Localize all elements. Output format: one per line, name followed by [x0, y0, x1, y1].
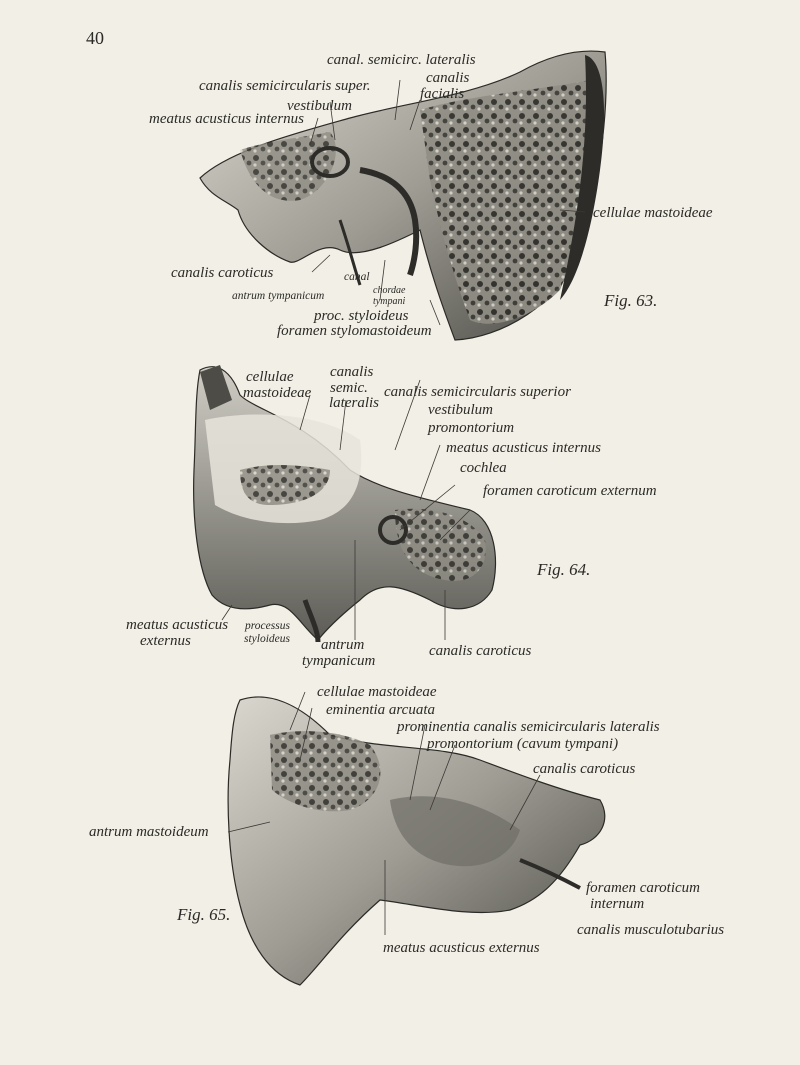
- fig63-label-cellulae-mastoideae: cellulae mastoideae: [593, 205, 713, 221]
- fig63-label-canalis-caroticus: canalis caroticus: [171, 265, 274, 281]
- fig63-label-canalis-semicircularis-super: canalis semicircularis super.: [199, 78, 371, 94]
- fig64-label-processus-styloideus-1: processus: [245, 620, 290, 632]
- fig64-label-meatus-acusticus-externus-2: externus: [140, 633, 191, 649]
- fig63-label-canalis-facialis-2: facialis: [420, 86, 465, 102]
- fig63-label-foramen-stylomastoideum: foramen stylomastoideum: [277, 323, 432, 339]
- fig63-label-chordae-1: chordae: [373, 285, 406, 296]
- fig64-label-canalis-semic-2: semic.: [330, 380, 368, 396]
- fig65-label-canalis-caroticus: canalis caroticus: [533, 761, 636, 777]
- fig65-caption: Fig. 65.: [177, 905, 231, 924]
- fig64-label-antrum-tympanicum-2: tympanicum: [302, 653, 376, 669]
- fig64-label-meatus-acusticus-internus: meatus acusticus internus: [446, 440, 601, 456]
- fig65-label-foramen-caroticum-internum-1: foramen caroticum: [586, 880, 701, 896]
- fig64-caption: Fig. 64.: [537, 560, 591, 579]
- fig64-label-canalis-semic-1: canalis: [330, 364, 374, 380]
- fig64-label-antrum-tympanicum-1: antrum: [321, 637, 365, 653]
- fig65-label-promontorium: promontorium (cavum tympani): [427, 736, 619, 752]
- fig63-label-vestibulum: vestibulum: [287, 98, 352, 114]
- fig64-label-cellulae-1: cellulae: [246, 369, 294, 385]
- fig64-label-vestibulum: vestibulum: [428, 402, 493, 418]
- fig64-label-meatus-acusticus-externus-1: meatus acusticus: [126, 617, 229, 633]
- fig64-label-canalis-semicircularis-superior: canalis semicircularis superior: [384, 384, 571, 400]
- fig64-label-foramen-caroticum-externum: foramen caroticum externum: [483, 483, 657, 499]
- fig65-label-cellulae-mastoideae: cellulae mastoideae: [317, 684, 437, 700]
- fig65-label-eminentia-arcuata: eminentia arcuata: [326, 702, 436, 718]
- fig64-label-cochlea: cochlea: [460, 460, 507, 476]
- fig63-label-proc-styloideus: proc. styloideus: [314, 308, 409, 324]
- fig64-label-canalis-semic-3: lateralis: [329, 395, 380, 411]
- fig63-label-meatus-acusticus-internus: meatus acusticus internus: [149, 111, 304, 127]
- fig65-label-canalis-musculotubarius: canalis musculotubarius: [577, 922, 725, 938]
- page-number: 40: [86, 28, 104, 48]
- fig63-label-antrum-tympanicum: antrum tympanicum: [232, 290, 325, 302]
- fig63-label-canalis-facialis-1: canalis: [426, 70, 470, 86]
- fig65-label-meatus-acusticus-externus: meatus acusticus externus: [383, 940, 540, 956]
- fig64-label-canalis-caroticus: canalis caroticus: [429, 643, 532, 659]
- fig64-label-promontorium: promontorium: [428, 420, 515, 436]
- fig64-label-processus-styloideus-2: styloideus: [244, 633, 290, 645]
- fig65-label-foramen-caroticum-internum-2: internum: [590, 896, 645, 912]
- fig63-label-canal-semicirc-lateralis: canal. semicirc. lateralis: [327, 52, 476, 68]
- fig63-caption: Fig. 63.: [604, 291, 658, 310]
- fig63-label-canal-short: canal: [344, 271, 370, 283]
- fig63-label-chordae-2: tympani: [373, 296, 406, 307]
- fig65-label-antrum-mastoideum: antrum mastoideum: [89, 824, 209, 840]
- fig64-label-cellulae-2: mastoideae: [243, 385, 312, 401]
- fig65-label-prominentia: prominentia canalis semicircularis lateralis: [397, 719, 660, 735]
